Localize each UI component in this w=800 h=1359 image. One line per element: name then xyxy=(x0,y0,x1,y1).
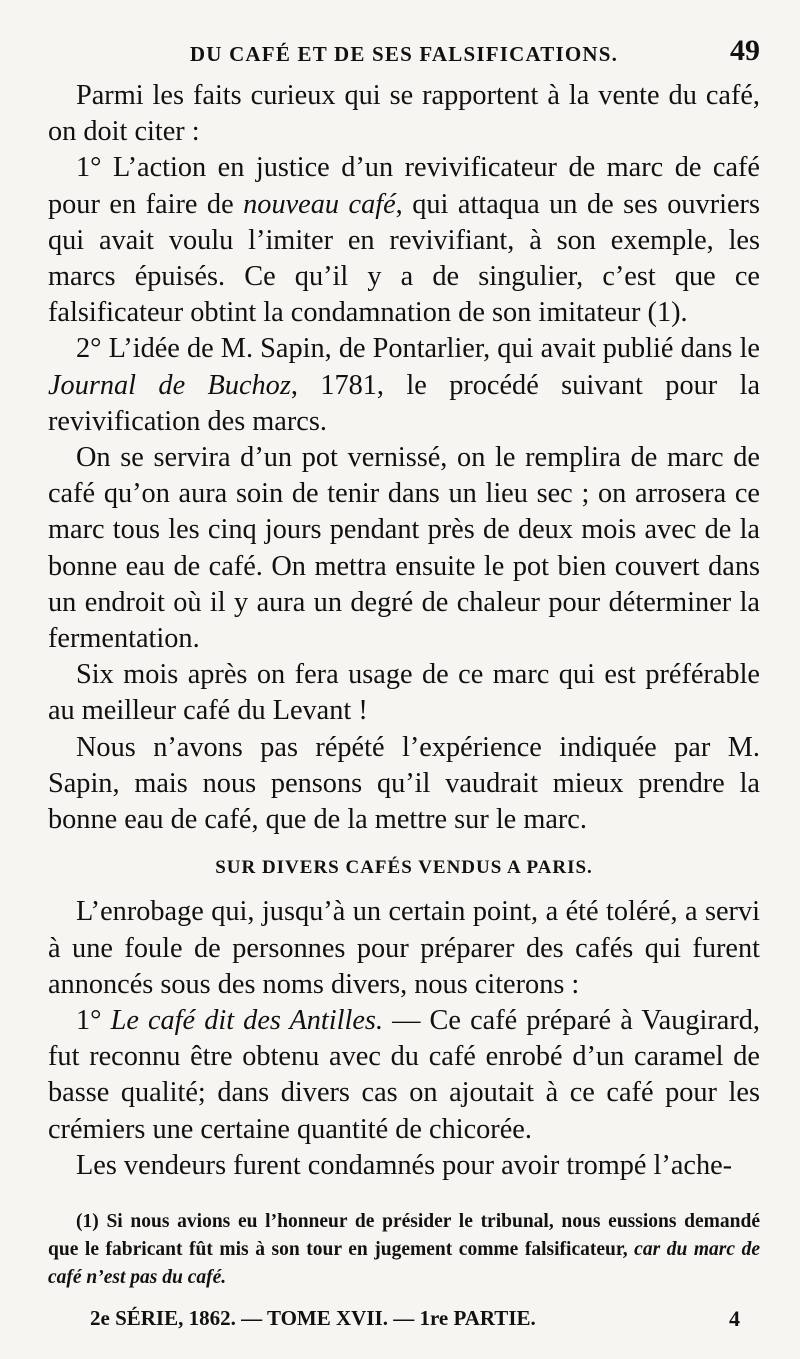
emphasis: Le café dit des Antilles. xyxy=(110,1005,384,1037)
paragraph: Parmi les faits curieux qui se rapportent à la vente du café, on doit citer : xyxy=(48,80,760,148)
paragraph: On se servira d’un pot vernissé, on le remplira de marc de café qu’on aura soin de tenir dans un lieu sec ; on arrosera ce marc tous les cinq jours pendant près de deux mois avec de la bonne eau de café. On mettra ensuite le pot bien couvert dans un endroit où il y aura un degré de chaleur pour déterminer la fermentation. xyxy=(48,442,760,655)
emphasis: nouveau café xyxy=(243,188,396,220)
text-run: , qui attaqua un de ses ouvriers qui avait voulu l’imiter en revivifiant, à son exemple, les marcs épuisés. Ce qu’il y a de singulier, c’est que ce falsificateur obtint la condamnation de son imitateur (1). xyxy=(48,188,760,329)
paragraph: Nous n’avons pas répété l’expérience indiquée par M. Sapin, mais nous pensons qu’il vaudrait mieux prendre la bonne eau de café, que de la mettre sur le marc. xyxy=(48,731,760,836)
text-run: (1) Si nous avions eu l’honneur de présider le tribunal, nous eussions demandé que le fabricant fût mis à son tour en jugement comme falsificateur, xyxy=(48,1211,760,1260)
body-text xyxy=(48,78,760,1184)
page-number: 49 xyxy=(730,34,760,67)
footnote-text xyxy=(48,1208,760,1292)
text-run: 2° L’idée de M. Sapin, de Pontarlier, qui avait publié dans le xyxy=(76,333,760,365)
emphasis: car du marc de café n’est pas du café. xyxy=(48,1239,760,1288)
emphasis: Journal de Buchoz xyxy=(48,369,291,401)
paragraph: Les vendeurs furent condamnés pour avoir trompé l’ache- xyxy=(76,1149,733,1181)
page-header xyxy=(48,34,760,74)
paragraph xyxy=(48,1003,760,1148)
text-run: , 1781, le procédé suivant pour la revivification des marcs. xyxy=(48,369,760,437)
page-footer xyxy=(90,1306,740,1336)
text-run: — Ce café préparé à Vaugirard, fut reconnu être obtenu avec du café enrobé d’un caramel de basse qualité; dans divers cas on ajoutait à ce café pour les crémiers une certaine quantité de chicorée. xyxy=(48,1005,760,1145)
text-run: 1° L’action en justice d’un revivificateur de marc de café pour en faire de xyxy=(48,152,760,220)
text-run: 1° xyxy=(76,1005,111,1037)
sheet-number: 4 xyxy=(729,1306,740,1331)
running-title: DU CAFÉ ET DE SES FALSIFICATIONS. xyxy=(189,42,619,66)
paragraph: Six mois après on fera usage de ce marc qui est préférable au meilleur café du Levant ! xyxy=(48,659,760,727)
footnote xyxy=(48,1208,760,1292)
paragraph: L’enrobage qui, jusqu’à un certain point, a été toléré, a servi à une foule de personnes pour préparer des cafés qui furent annoncés sous des noms divers, nous citerons : xyxy=(48,896,760,1000)
paragraph xyxy=(48,331,760,440)
signature-line: 2e SÉRIE, 1862. — TOME XVII. — 1re PARTIE. xyxy=(90,1306,536,1330)
paragraph xyxy=(48,150,760,331)
section-heading: SUR DIVERS CAFÉS VENDUS A PARIS. xyxy=(215,857,593,879)
